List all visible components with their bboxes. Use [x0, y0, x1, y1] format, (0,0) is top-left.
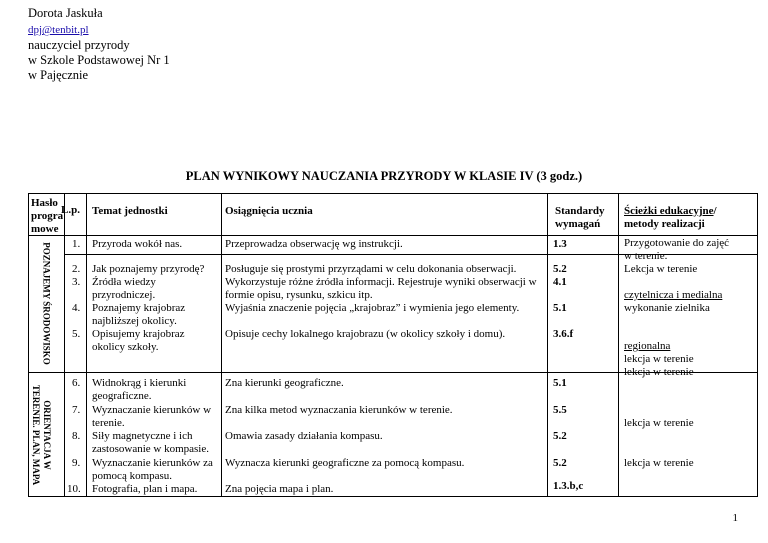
row-lp: 6.: [72, 377, 81, 389]
row-lp: 1.: [72, 238, 81, 250]
sciezki-d: lekcja w terenie: [624, 417, 694, 429]
author-line-1: nauczyciel przyrody: [28, 38, 130, 52]
row-lp: 3.: [72, 276, 81, 288]
row-temat: Źródła wiedzy: [92, 276, 156, 288]
author-email-line: [28, 22, 89, 38]
row-temat-2: okolicy szkoły.: [92, 341, 159, 353]
sciezki-c-2: lekcja w terenie: [624, 366, 694, 378]
row-standard: 5.2: [553, 457, 567, 469]
row-temat: Wyznaczanie kierunków w: [92, 404, 212, 416]
author-line-3: w Pajęcznie: [28, 68, 89, 82]
row-lp: 8.: [72, 430, 81, 442]
row-temat: Wyznaczanie kierunków za: [92, 457, 213, 469]
row-osiagniecia: Zna kierunki geograficzne.: [225, 377, 344, 389]
row-standard: 1.3.b,c: [553, 480, 584, 492]
header-standardy-2: wymagań: [555, 218, 601, 230]
row-standard: 5.2: [553, 263, 567, 275]
sciezki-c-head: [624, 340, 670, 353]
author-email-link[interactable]: dpj@tenbit.pl: [28, 24, 89, 36]
document-title: PLAN WYNIKOWY NAUCZANIA PRZYRODY W KLASIE IV (3 godz.): [185, 169, 583, 183]
section-orientacja-line-1: ORIENTACJA W: [42, 400, 52, 470]
row-lp: 10.: [67, 483, 81, 495]
row-standard: 5.1: [553, 377, 567, 389]
header-osiagniecia: Osiągnięcia ucznia: [225, 205, 313, 217]
author-line-2: w Szkole Podstawowej Nr 1: [28, 53, 170, 67]
sciezki-a-2: w terenie.: [624, 250, 668, 262]
header-standardy-1: Standardy: [555, 205, 605, 217]
header-haslo-3: mowe: [31, 223, 59, 235]
header-lp: L.p.: [61, 204, 80, 216]
row-osiagniecia: Przeprowadza obserwację wg instrukcji.: [225, 238, 403, 250]
row-osiagniecia: Posługuje się prostymi przyrządami w celu dokonania obserwacji.: [225, 263, 517, 275]
sciezki-a-3: Lekcja w terenie: [624, 263, 698, 275]
row-temat-2: najbliższej okolicy.: [92, 315, 177, 327]
sciezki-b-1-text: czytelnicza i medialna: [624, 289, 723, 301]
row-osiagniecia: Zna pojęcia mapa i plan.: [225, 483, 334, 495]
header-haslo-1: Hasło: [31, 197, 58, 209]
row-osiagniecia: Omawia zasady działania kompasu.: [225, 430, 383, 442]
header-sciezki-slash: /: [713, 205, 717, 217]
row-lp: 4.: [72, 302, 81, 314]
header-sciezki: [624, 205, 717, 218]
row-osiagniecia: Opisuje cechy lokalnego krajobrazu (w okolicy szkoły i domu).: [225, 328, 506, 340]
row-temat: Jak poznajemy przyrodę?: [92, 263, 205, 275]
row-standard: 3.6.f: [553, 328, 574, 340]
page-number: 1: [732, 512, 738, 524]
row-temat-2: zastosowanie w kompasie.: [92, 443, 209, 455]
header-temat: Temat jednostki: [92, 205, 168, 217]
section-orientacja-line-2: TERENIE. PLAN, MAPA: [31, 384, 41, 486]
header-metody: metody realizacji: [624, 218, 705, 230]
row-osiagniecia-2: formie opisu, rysunku, szkicu itp.: [225, 289, 373, 301]
row-standard: 5.2: [553, 430, 567, 442]
row-temat-2: geograficzne.: [92, 390, 152, 402]
row-lp: 7.: [72, 404, 81, 416]
sciezki-a-1: Przygotowanie do zajęć: [624, 237, 730, 249]
sciezki-c-1: lekcja w terenie: [624, 353, 694, 365]
row-osiagniecia: Wyjaśnia znaczenie pojęcia „krajobraz” i wymienia jego elementy.: [225, 302, 520, 314]
sciezki-e: lekcja w terenie: [624, 457, 694, 469]
row-temat-2: pomocą kompasu.: [92, 470, 173, 482]
author-name: Dorota Jaskuła: [28, 6, 103, 20]
row-lp: 5.: [72, 328, 81, 340]
row-temat: Fotografia, plan i mapa.: [92, 483, 198, 495]
row-standard: 4.1: [553, 276, 567, 288]
row-osiagniecia: Wyznacza kierunki geograficzne za pomocą kompasu.: [225, 457, 465, 469]
row-temat: Siły magnetyczne i ich: [92, 430, 193, 442]
row-temat: Przyroda wokół nas.: [92, 238, 183, 250]
sciezki-c-head-text: regionalna: [624, 340, 671, 352]
row-temat: Widnokrąg i kierunki: [92, 377, 187, 389]
sciezki-b-1: [624, 289, 722, 302]
sciezki-b-2: wykonanie zielnika: [624, 302, 710, 314]
row-standard: 5.1: [553, 302, 567, 314]
row-temat: Poznajemy krajobraz: [92, 302, 186, 314]
row-temat-2: przyrodniczej.: [92, 289, 156, 301]
section-orientacja: [28, 370, 52, 500]
row-lp: 9.: [72, 457, 81, 469]
row-temat-2: terenie.: [92, 417, 125, 429]
header-haslo-2: progra: [31, 210, 64, 222]
header-sciezki-text: Ścieżki edukacyjne: [624, 205, 714, 217]
row-lp: 2.: [72, 263, 81, 275]
row-temat: Opisujemy krajobraz: [92, 328, 185, 340]
section-poznajemy-srodowisko: POZNAJEMY ŚRODOWISKO: [41, 242, 52, 365]
row-osiagniecia: Wykorzystuje różne źródła informacji. Rejestruje wyniki obserwacji w: [225, 276, 537, 288]
row-osiagniecia: Zna kilka metod wyznaczania kierunków w terenie.: [225, 404, 453, 416]
row-standard: 5.5: [553, 404, 567, 416]
row-standard: 1.3: [553, 238, 567, 250]
